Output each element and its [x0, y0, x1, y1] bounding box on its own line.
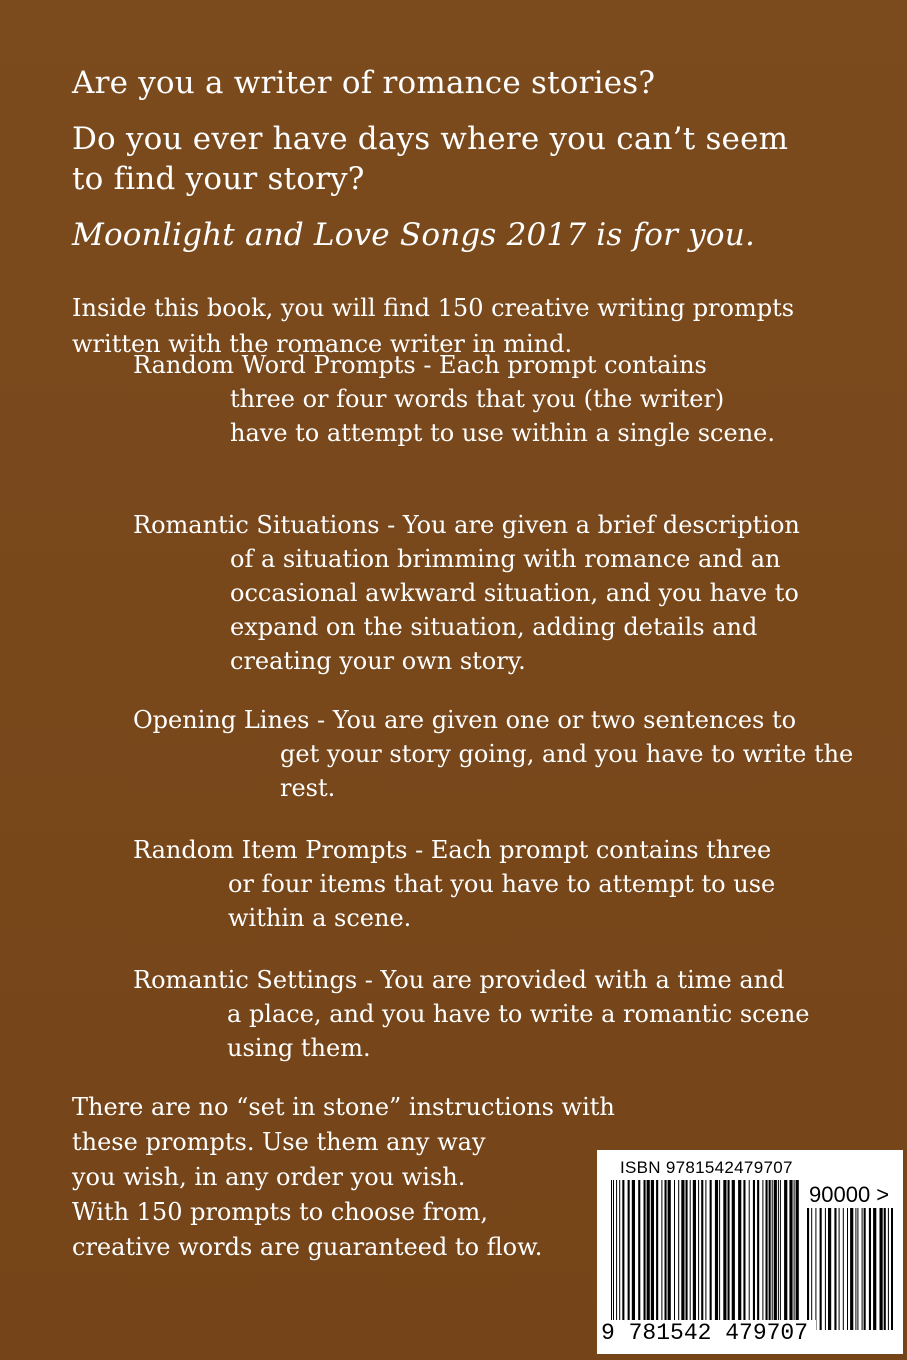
barcode-bar: [891, 1208, 893, 1330]
barcode-bar: [619, 1180, 620, 1330]
barcode-bar: [825, 1208, 826, 1330]
barcode-bar: [873, 1208, 876, 1330]
section-line: Romantic Settings - You are provided with a time and: [133, 966, 785, 994]
barcode-bar: [668, 1180, 671, 1330]
outro-line: creative words are guaranteed to flow.: [72, 1233, 543, 1261]
ean-digits: 9 781542 479707: [597, 1320, 816, 1346]
barcode-bar: [728, 1180, 730, 1330]
barcode-bar: [828, 1208, 831, 1330]
section-line: Random Item Prompts - Each prompt contains three: [133, 836, 772, 864]
barcode-bar: [888, 1208, 889, 1330]
barcode-bar: [616, 1180, 617, 1330]
isbn-label: ISBN 9781542479707: [616, 1158, 797, 1178]
section-line: Opening Lines - You are given one or two sentences to: [133, 706, 797, 734]
barcode-bar: [850, 1208, 853, 1330]
question-romance-writer: Are you a writer of romance stories?: [72, 65, 656, 101]
barcode-bar: [869, 1208, 871, 1330]
outro-line: you wish, in any order you wish.: [72, 1163, 466, 1191]
barcode-bar: [855, 1208, 856, 1330]
barcode-bar: [705, 1180, 706, 1330]
barcode-bar: [794, 1180, 795, 1330]
barcode-bar: [780, 1180, 781, 1330]
section-line: get your story going, and you have to write the: [280, 740, 854, 768]
barcode-bar: [644, 1180, 646, 1330]
barcode-bar: [766, 1180, 768, 1330]
outro-line: There are no “set in stone” instructions with: [72, 1093, 615, 1121]
outro-line: these prompts. Use them any way: [72, 1128, 486, 1156]
barcode-bar: [611, 1180, 612, 1330]
section-line: using them.: [227, 1034, 371, 1062]
section-line: have to attempt to use within a single scene.: [230, 419, 775, 447]
barcode-bar: [884, 1208, 886, 1330]
barcode-bar: [843, 1208, 844, 1330]
barcode-bar: [656, 1180, 658, 1330]
question-find-story-line1: Do you ever have days where you can’t seem: [72, 121, 789, 157]
barcode-bar: [807, 1208, 809, 1330]
barcode-bar: [715, 1180, 718, 1330]
barcode-bar: [613, 1180, 614, 1330]
barcode-bar: [847, 1208, 848, 1330]
section-romantic-situations: [133, 508, 800, 678]
price-code: 90000 >: [809, 1182, 890, 1207]
intro-line: Inside this book, you will find 150 creative writing prompts: [72, 294, 795, 322]
barcode-bar: [834, 1208, 836, 1330]
barcode-bar: [638, 1180, 640, 1330]
section-line: a place, and you have to write a romantic scene: [227, 1000, 810, 1028]
barcode-bars: [611, 1180, 801, 1330]
section-line: three or four words that you (the writer): [230, 385, 725, 413]
outro-line: With 150 prompts to choose from,: [72, 1198, 488, 1226]
barcode-bar: [661, 1180, 662, 1330]
barcode-bar: [632, 1180, 635, 1330]
section-line: within a scene.: [228, 904, 412, 932]
barcode-bar: [698, 1180, 699, 1330]
barcode-bar: [880, 1208, 883, 1330]
barcode-bar: [839, 1208, 840, 1330]
barcode-bar: [651, 1180, 654, 1330]
barcode-bar: [811, 1208, 812, 1330]
section-line: rest.: [280, 774, 336, 802]
barcode-bar: [674, 1180, 675, 1330]
question-find-story-line2: to find your story?: [72, 161, 365, 197]
barcode-bar: [678, 1180, 679, 1330]
barcode-bar: [732, 1180, 735, 1330]
barcode-bar: [681, 1180, 684, 1330]
barcode-bar: [778, 1180, 779, 1330]
barcode-bar: [719, 1180, 720, 1330]
section-line: Romantic Situations - You are given a brief description: [133, 511, 800, 539]
barcode-bar: [753, 1180, 755, 1330]
barcode-bar: [690, 1180, 691, 1330]
barcode-bar: [796, 1180, 799, 1330]
barcode-bar: [862, 1208, 863, 1330]
outro-paragraph: [72, 1090, 615, 1265]
barcode-bar: [757, 1180, 759, 1330]
barcode-bar: [743, 1180, 745, 1330]
barcode-bar: [815, 1208, 816, 1330]
section-line: of a situation brimming with romance and an: [230, 545, 781, 573]
price-addon-bars: [807, 1208, 893, 1330]
barcode-bar: [774, 1180, 777, 1330]
barcode-bar: [686, 1180, 688, 1330]
barcode-bar: [769, 1180, 771, 1330]
barcode-bar: [628, 1180, 630, 1330]
barcode-bar: [820, 1208, 822, 1330]
barcode-bar: [622, 1180, 624, 1330]
barcode-bar: [749, 1180, 750, 1330]
barcode-bar: [762, 1180, 763, 1330]
barcode-bar: [789, 1180, 792, 1330]
section-random-word-prompts: [133, 348, 775, 450]
barcode-bar: [857, 1208, 858, 1330]
section-line: expand on the situation, adding details and: [230, 613, 758, 641]
section-line: Random Word Prompts - Each prompt contains: [133, 351, 707, 379]
barcode-bar: [864, 1208, 866, 1330]
barcode-bar: [784, 1180, 787, 1330]
section-line: or four items that you have to attempt to use: [228, 870, 776, 898]
barcode-bar: [665, 1180, 667, 1330]
section-line: occasional awkward situation, and you have to: [230, 579, 799, 607]
barcode-bar: [693, 1180, 696, 1330]
barcode-bar: [772, 1180, 773, 1330]
isbn-barcode: [597, 1150, 903, 1354]
section-opening-lines: [133, 703, 853, 805]
intro-line: written with the romance writer in mind.: [72, 330, 573, 358]
section-random-item-prompts: [133, 833, 775, 935]
barcode-bar: [723, 1180, 726, 1330]
barcode-bar: [647, 1180, 650, 1330]
section-line: creating your own story.: [230, 647, 526, 675]
section-romantic-settings: [133, 963, 809, 1065]
tagline: Moonlight and Love Songs 2017 is for you.: [72, 217, 755, 253]
barcode-bar: [701, 1180, 703, 1330]
barcode-bar: [710, 1180, 712, 1330]
barcode-bar: [738, 1180, 741, 1330]
